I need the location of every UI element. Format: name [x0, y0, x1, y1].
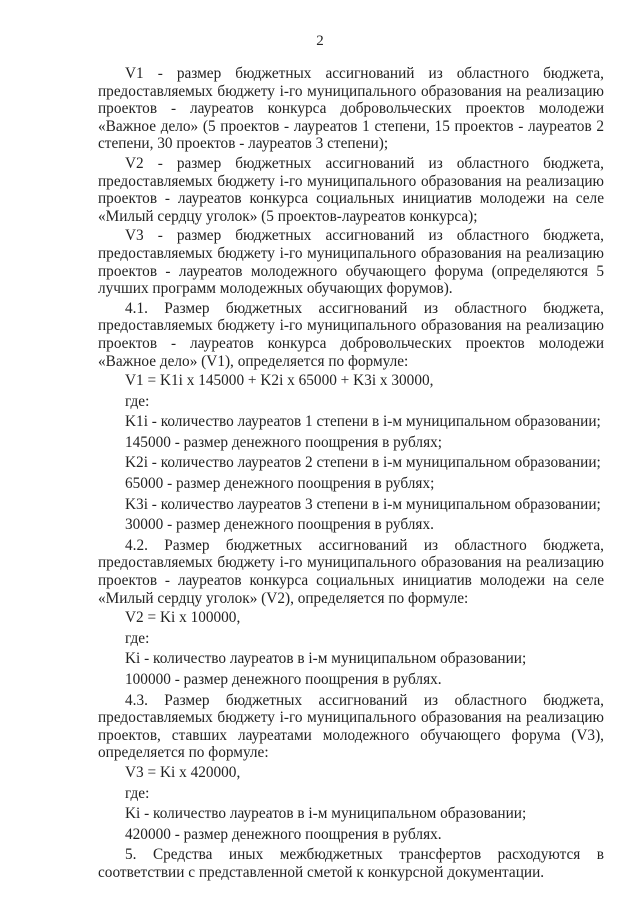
paragraph: 4.1. Размер бюджетных ассигнований из областного бюджета, предоставляемых бюджету i-го муниципального образования на реализацию проектов - лауреатов конкурса добровольческих проектов молодежи «Важное дело» (V1), определяется по формуле:: [98, 299, 604, 370]
formula-line: K1i - количество лауреатов 1 степени в i-м муниципальном образовании;: [125, 413, 601, 431]
formula-line: V3 = Ki x 420000,: [125, 763, 241, 781]
formula-line: Ki - количество лауреатов в i-м муниципальном образовании;: [125, 650, 527, 668]
paragraph: 5. Средства иных межбюджетных трансфертов расходуются в соответствии с представленной сметой к конкурсной документации.: [98, 846, 604, 881]
formula-line: где:: [125, 392, 150, 410]
formula-line: 420000 - размер денежного поощрения в рублях.: [125, 825, 442, 843]
formula-line: V1 = K1i x 145000 + K2i x 65000 + K3i x 30000,: [125, 372, 434, 390]
formula-line: V2 = Ki x 100000,: [125, 609, 241, 627]
document-body: [98, 65, 604, 884]
formula-line: Ki - количество лауреатов в i-м муниципальном образовании;: [125, 805, 527, 823]
formula-line: 100000 - размер денежного поощрения в рублях.: [125, 671, 442, 688]
page-number: 2: [316, 33, 324, 49]
formula-line: K2i - количество лауреатов 2 степени в i-м муниципальном образовании;: [125, 454, 601, 472]
formula-line: где:: [125, 629, 150, 647]
paragraph: V1 - размер бюджетных ассигнований из областного бюджета, предоставляемых бюджету i-го муниципального образования на реализацию проектов - лауреатов конкурса добровольческих проектов молодежи «Важное дело» (5 проектов - лауреатов 1 степени, 15 проектов - лауреатов 2 степени, 30 проектов - лауреатов 3 степени);: [98, 65, 604, 153]
formula-line: 65000 - размер денежного поощрения в рублях;: [125, 475, 435, 493]
formula-line: где:: [125, 784, 150, 802]
paragraph: V3 - размер бюджетных ассигнований из областного бюджета, предоставляемых бюджету i-го муниципального образования на реализацию проектов - лауреатов молодежного обучающего форума (определяются 5 лучших программ молодежных обучающих форумов).: [98, 227, 604, 298]
paragraph: 4.3. Размер бюджетных ассигнований из областного бюджета, предоставляемых бюджету i-го муниципального образования на реализацию проектов, ставших лауреатами молодежного обучающего форума (V3), определяется по формуле:: [98, 691, 604, 762]
formula-line: K3i - количество лауреатов 3 степени в i-м муниципальном образовании;: [125, 495, 601, 513]
formula-line: 30000 - размер денежного поощрения в рублях.: [125, 516, 434, 534]
formula-line: 145000 - размер денежного поощрения в рублях;: [125, 433, 442, 451]
paragraph: V2 - размер бюджетных ассигнований из областного бюджета, предоставляемых бюджету i-го муниципального образования на реализацию проектов - лауреатов конкурса социальных инициатив молодежи на селе «Милый сердцу уголок» (5 проектов-лауреатов конкурса);: [98, 154, 604, 225]
paragraph: 4.2. Размер бюджетных ассигнований из областного бюджета, предоставляемых бюджету i-го муниципального образования на реализацию проектов - лауреатов конкурса социальных инициатив молодежи на селе «Милый сердцу уголок» (V2), определяется по формуле:: [98, 536, 604, 607]
